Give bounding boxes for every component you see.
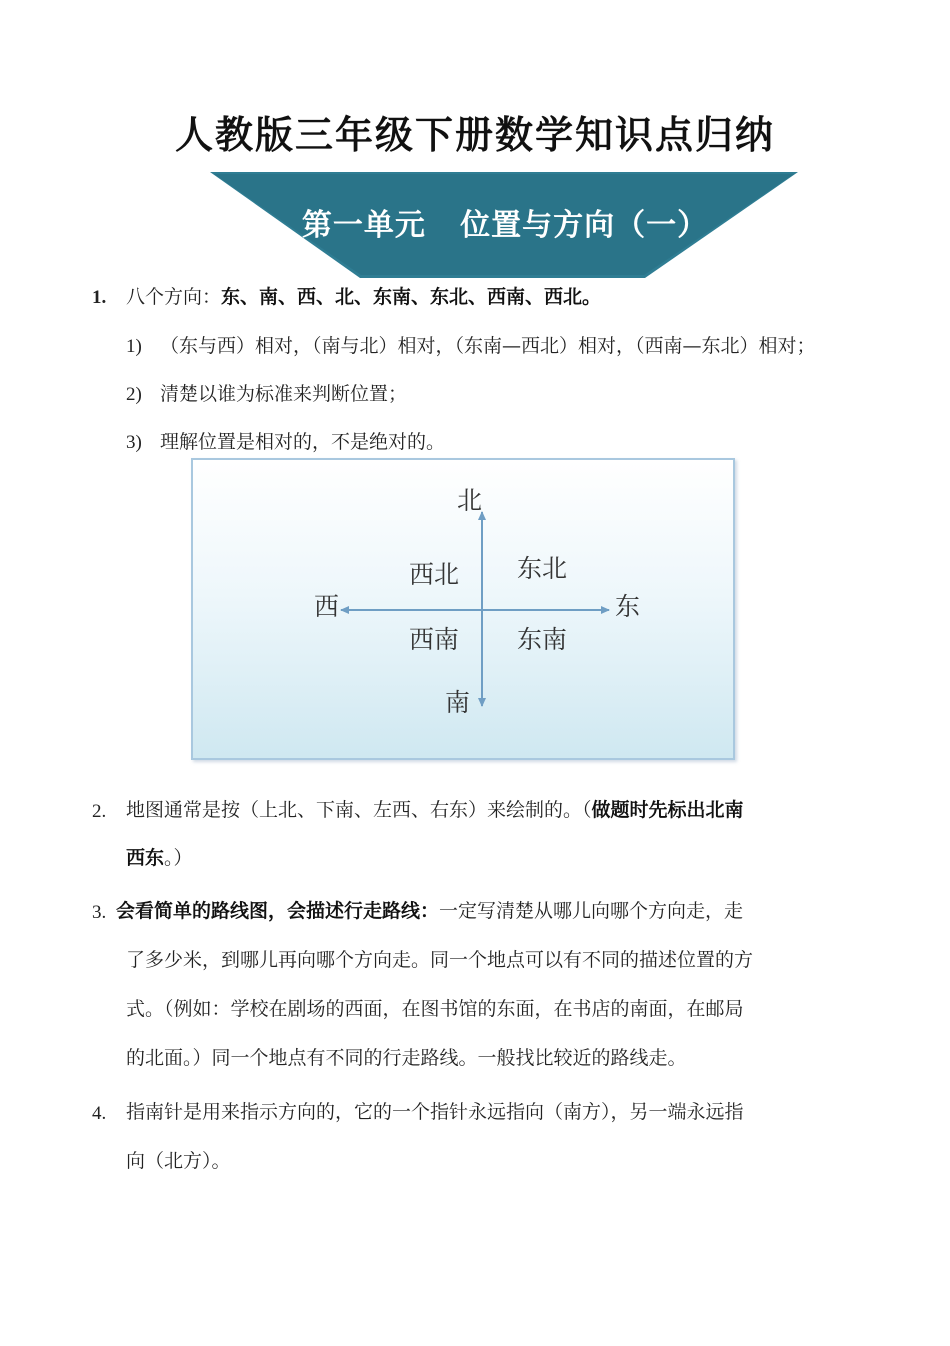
northwest-label: 西北 <box>409 560 460 589</box>
west-label: 西 <box>314 592 340 621</box>
item-3-line-2: 了多少米，到哪儿再向哪个方向走。同一个地点可以有不同的描述位置的方 <box>126 949 754 971</box>
south-label: 南 <box>445 688 471 717</box>
subitem-number: 2) <box>126 384 142 405</box>
item-2-text: 地图通常是按（上北、下南、左西、右东）来绘制的。（ <box>126 799 592 821</box>
southeast-label: 东南 <box>517 625 568 654</box>
subitem-text: 理解位置是相对的，不是绝对的。 <box>160 431 446 453</box>
item-number: 3. <box>92 902 107 923</box>
page-title: 人教版三年级下册数学知识点归纳 <box>174 113 775 157</box>
item-4-line-1: 指南针是用来指示方向的，它的一个指针永远指向（南方），另一端永远指 <box>126 1101 744 1123</box>
east-label: 东 <box>615 592 641 621</box>
item-2-line-1 <box>126 801 744 820</box>
subitem-text: （东与西）相对，（南与北）相对，（东南—西北）相对，（西南—东北）相对； <box>160 335 816 357</box>
subitem-number: 1) <box>126 336 142 357</box>
unit-banner <box>210 170 800 280</box>
item-2-bold: 做题时先标出北南 <box>591 799 744 821</box>
compass-diagram <box>191 458 735 760</box>
unit-title: 第一单元 位置与方向（一） <box>301 208 709 243</box>
item-3-bold: 会看简单的路线图，会描述行走路线： <box>116 900 440 922</box>
north-label: 北 <box>457 486 483 515</box>
item-4-line-2: 向（北方）。 <box>126 1150 231 1172</box>
item-1-bold: 东、南、西、北、东南、东北、西南、西北。 <box>221 286 602 308</box>
item-number: 1. <box>92 287 107 308</box>
subitem-number: 3) <box>126 432 142 453</box>
northeast-label: 东北 <box>517 554 568 583</box>
item-2-line-2 <box>126 849 193 868</box>
item-1-label: 八个方向： <box>126 286 222 308</box>
southwest-label: 西南 <box>409 625 460 654</box>
item-1-text <box>126 288 601 307</box>
item-2-text: 。） <box>164 847 193 869</box>
item-number: 2. <box>92 801 107 822</box>
item-3-text: 一定写清楚从哪儿向哪个方向走，走 <box>439 900 744 922</box>
item-3-line-1 <box>116 902 743 921</box>
item-number: 4. <box>92 1103 107 1124</box>
item-3-line-4: 的北面。）同一个地点有不同的行走路线。一般找比较近的路线走。 <box>126 1047 687 1069</box>
subitem-text: 清楚以谁为标准来判断位置； <box>160 383 408 405</box>
item-3-line-3: 式。（例如：学校在剧场的西面，在图书馆的东面，在书店的南面，在邮局 <box>126 998 744 1020</box>
item-2-bold: 西东 <box>126 847 165 869</box>
